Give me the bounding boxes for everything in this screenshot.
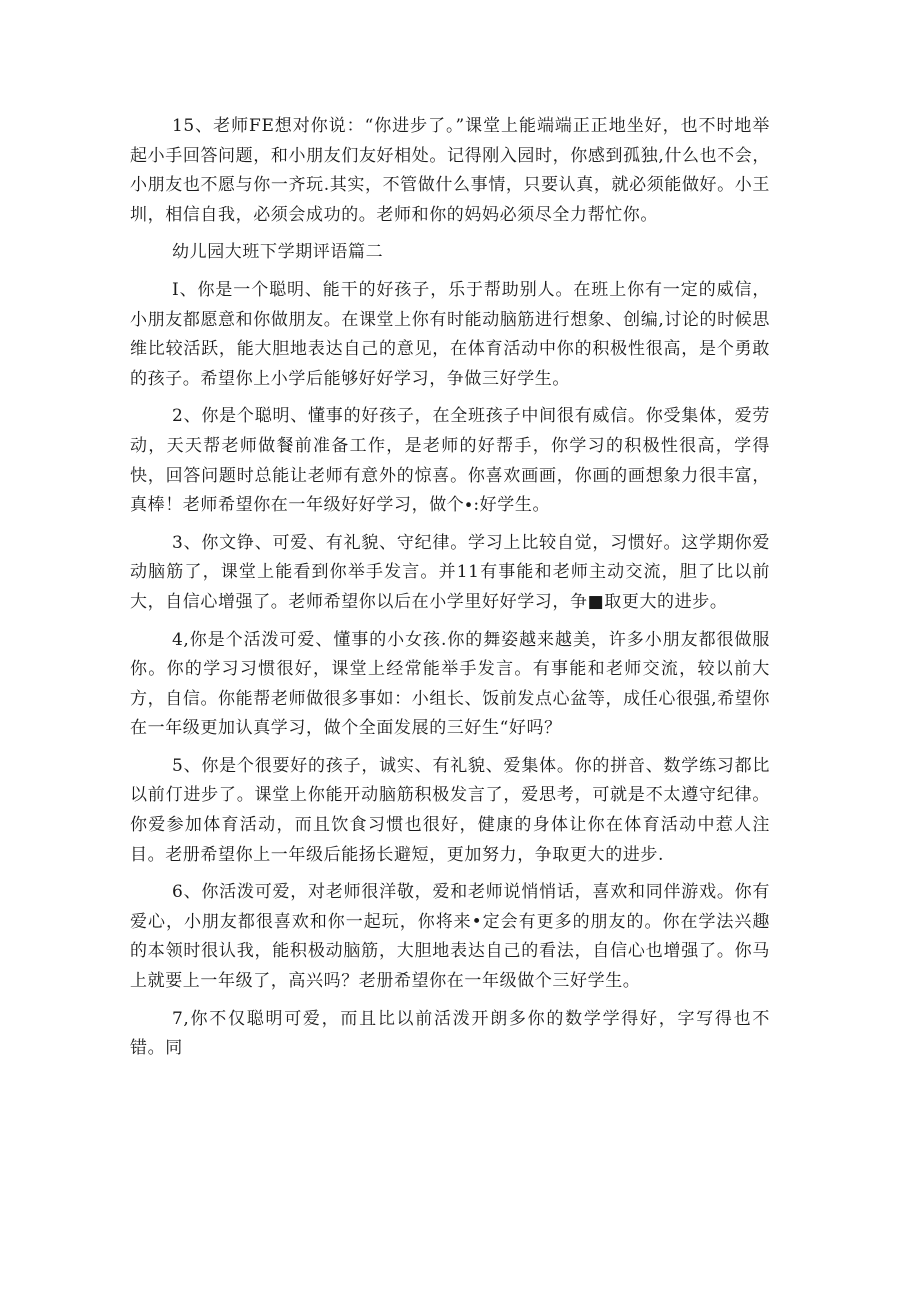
paragraph-3: 3、你文铮、可爱、有礼貌、守纪律。学习上比较自觉，习惯好。这学期你爱动脑筋了，课堂上能看到你举手发言。并11有事能和老师主动交流，胆了比以前大，自信心增强了。老师希望你以后在小学里好好学习，争■取更大的进步。 <box>130 532 770 612</box>
paragraph-15: 15、老师FE想对你说：“你进步了。”课堂上能端端正正地坐好，也不时地举起小手回答问题，和小朋友们友好相处。记得刚入园时，你感到孤独,什么也不会，小朋友也不愿与你一齐玩.其实，不管做什么事情，只要认真，就必须能做好。小王圳，相信自我，必须会成功的。老师和你的妈妈必须尽全力帮忙你。 <box>130 116 770 225</box>
document-body <box>130 112 770 1072</box>
paragraph-1: I、你是一个聪明、能干的好孩子，乐于帮助别人。在班上你有一定的威信，小朋友都愿意和你做朋友。在课堂上你有时能动脑筋进行想象、创编,讨论的时候思维比较活跃，能大胆地表达自己的意见，在体育活动中你的积极性很高，是个勇敢的孩子。希望你上小学后能够好好学习，争做三好学生。 <box>130 279 770 389</box>
section-heading: 幼儿园大班下学期评语篇二 <box>172 242 384 263</box>
paragraph-6: 6、你活泼可爱，对老师很洋敬，爱和老师说悄悄话，喜欢和同伴游戏。你有爱心，小朋友都很喜欢和你一起玩，你将来•定会有更多的朋友的。你在学法兴趣的本领时很认我，能积极动脑筋，大胆地表达自己的看法，自信心也增强了。你马上就要上一年级了，高兴吗？老册希望你在一年级做个三好学生。 <box>130 882 770 992</box>
paragraph-4: 4,你是个活泼可爱、懂事的小女孩.你的舞姿越来越美，许多小朋友都很做服你。你的学习习惯很好，课堂上经常能举手发言。有事能和老师交流，较以前大方，自信。你能帮老师做很多事如：小组长、饭前发点心盆等，成任心很强,希望你在一年级更加认真学习，做个全面发展的三好生“好吗？ <box>130 629 770 739</box>
paragraph-7: 7,你不仅聪明可爱，而且比以前活泼开朗多你的数学学得好，字写得也不错。同 <box>130 1008 770 1059</box>
paragraph-2: 2、你是个聪明、懂事的好孩子，在全班孩子中间很有威信。你受集体，爱劳动，天天帮老师做餐前准备工作，是老师的好帮手，你学习的积极性很高，学得快，回答问题时总能让老师有意外的惊喜。你喜欢画画，你画的画想象力很丰富，真棒！老师希望你在一年级好好学习，做个∙:好学生。 <box>130 406 770 516</box>
paragraph-5: 5、你是个很要好的孩子，诚实、有礼貌、爱集体。你的拼音、数学练习都比以前仃进步了。课堂上你能开动脑筋积极发言了，爱思考，可就是不太遵守纪律。你爱参加体育活动，而且饮食习惯也很好，健康的身体让你在体育活动中惹人注目。老册希望你上一年级后能扬长避短，更加努力，争取更大的进步. <box>130 755 770 865</box>
